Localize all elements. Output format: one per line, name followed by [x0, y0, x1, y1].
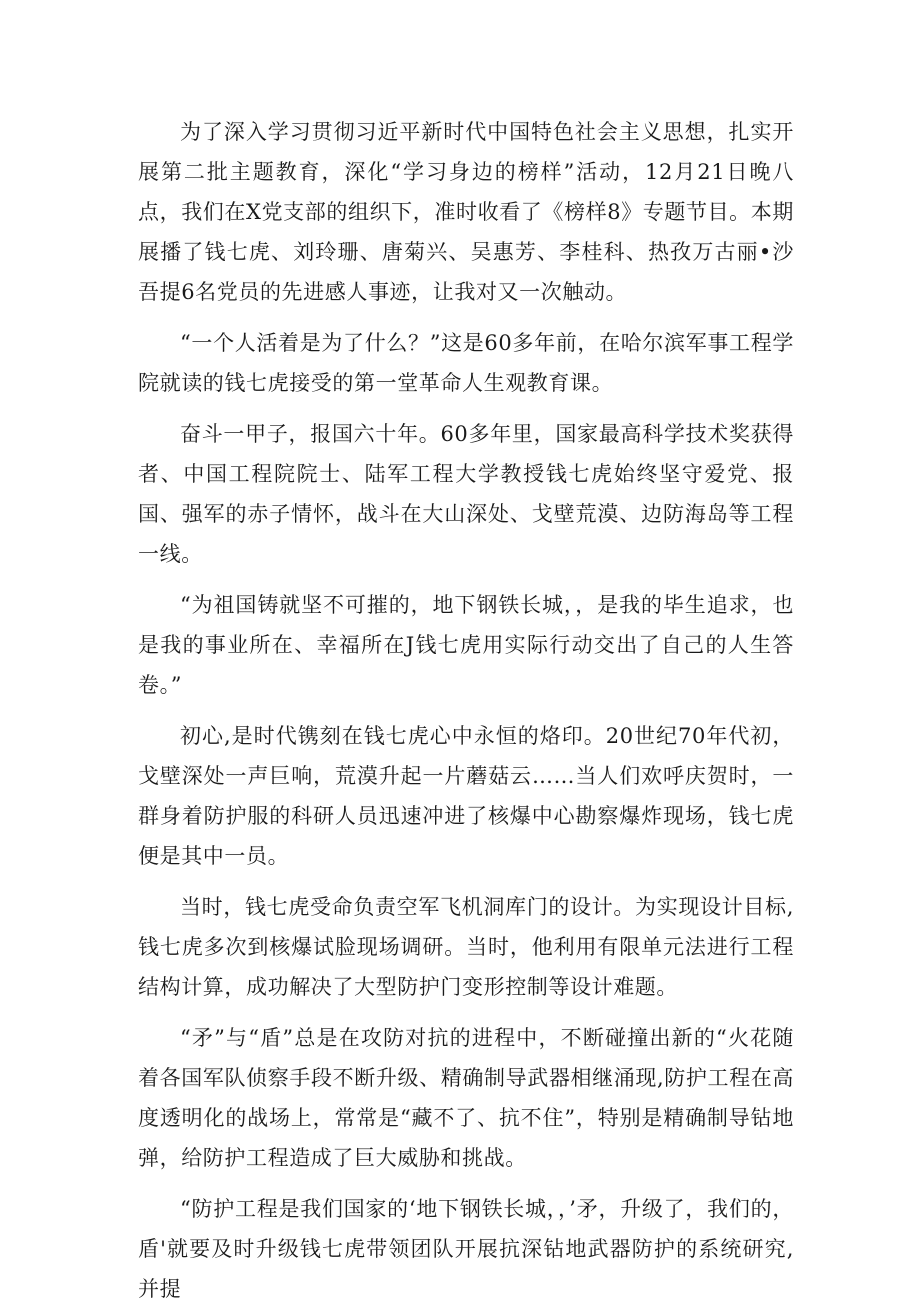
paragraph-2: “一个人活着是为了什么？”这是60多年前，在哈尔滨军事工程学院就读的钱七虎接受的第一堂革命人生观教育课。 [138, 331, 794, 395]
paragraph-8: “防护工程是我们国家的‘地下钢铁长城，，’矛，升级了，我们的，盾'就要及时升级钱七虎带领团队开展抗深钻地武器防护的系统研究,并提 [138, 1197, 794, 1301]
paragraph-4: “为祖国铸就坚不可摧的，地下钢铁长城，，是我的毕生追求，也是我的事业所在、幸福所在J钱七虎用实际行动交出了自己的人生答卷。” [138, 593, 794, 697]
paragraph-3: 奋斗一甲子，报国六十年。60多年里，国家最高科学技术奖获得者、中国工程院院士、陆军工程大学教授钱七虎始终坚守爱党、报国、强军的赤子情怀，战斗在大山深处、戈壁荒漠、边防海岛等工程一线。 [138, 422, 794, 566]
paragraph-1: 为了深入学习贯彻习近平新时代中国特色社会主义思想，扎实开展第二批主题教育，深化“学习身边的榜样”活动，12月21日晚八点，我们在X党支部的组织下，准时收看了《榜样8》专题节目。本期展播了钱七虎、刘玲珊、唐菊兴、吴惠芳、李桂科、热孜万古丽•沙吾提6名党员的先进感人事迹，让我对又一次触动。 [138, 120, 794, 304]
paragraph-6: 当时，钱七虎受命负责空军飞机洞库门的设计。为实现设计目标,钱七虎多次到核爆试脸现场调研。当时，他利用有限单元法进行工程结构计算，成功解决了大型防护门变形控制等设计难题。 [138, 895, 794, 999]
paragraph-7: “矛”与“盾”总是在攻防对抗的进程中，不断碰撞出新的“火花随着各国军队侦察手段不断升级、精确制导武器相继涌现,防护工程在高度透明化的战场上，常常是“藏不了、抗不住”，特别是精确制导钻地弹，给防护工程造成了巨大威胁和挑战。 [138, 1026, 794, 1170]
document-body [138, 112, 794, 1309]
paragraph-5: 初心,是时代镌刻在钱七虎心中永恒的烙印。20世纪70年代初，戈壁深处一声巨响，荒漠升起一片蘑菇云……当人们欢呼庆贺时，一群身着防护服的科研人员迅速冲进了核爆中心勘察爆炸现场，钱七虎便是其中一员。 [138, 724, 794, 868]
